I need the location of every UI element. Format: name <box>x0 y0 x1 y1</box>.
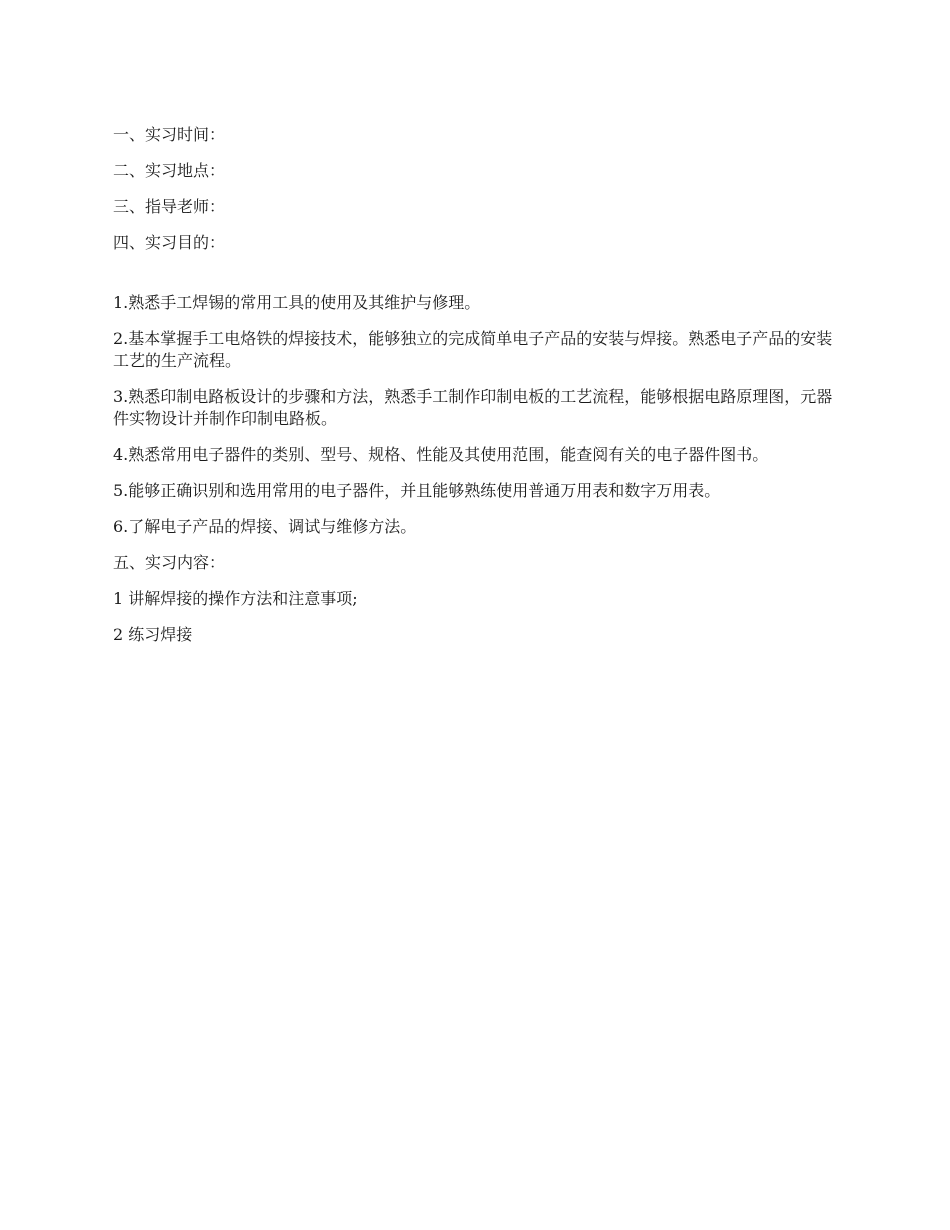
internship-time-label: 一、实习时间： <box>113 125 226 144</box>
document-body <box>113 124 838 660</box>
internship-content-heading: 五、实习内容： <box>113 553 226 572</box>
objective-item-1: 1.熟悉手工焊锡的常用工具的使用及其维护与修理。 <box>113 293 481 312</box>
objective-item-6: 6.了解电子产品的焊接、调试与维修方法。 <box>113 517 417 536</box>
spacer <box>113 268 838 292</box>
objective-item-2: 2.基本掌握手工电烙铁的焊接技术，能够独立的完成简单电子产品的安装与焊接。熟悉电子产品的安装工艺的生产流程。 <box>113 329 833 370</box>
content-item-1: 1 讲解焊接的操作方法和注意事项; <box>113 589 358 608</box>
objective-item-4: 4.熟悉常用电子器件的类别、型号、规格、性能及其使用范围，能查阅有关的电子器件图书。 <box>113 445 769 464</box>
content-item-2: 2 练习焊接 <box>113 625 193 644</box>
internship-location-label: 二、实习地点： <box>113 161 226 180</box>
instructor-label: 三、指导老师： <box>113 197 226 216</box>
internship-purpose-heading: 四、实习目的： <box>113 233 226 252</box>
objective-item-5: 5.能够正确识别和选用常用的电子器件，并且能够熟练使用普通万用表和数字万用表。 <box>113 481 721 500</box>
objective-item-3: 3.熟悉印制电路板设计的步骤和方法，熟悉手工制作印制电板的工艺流程，能够根据电路原理图，元器件实物设计并制作印制电路板。 <box>113 387 833 428</box>
